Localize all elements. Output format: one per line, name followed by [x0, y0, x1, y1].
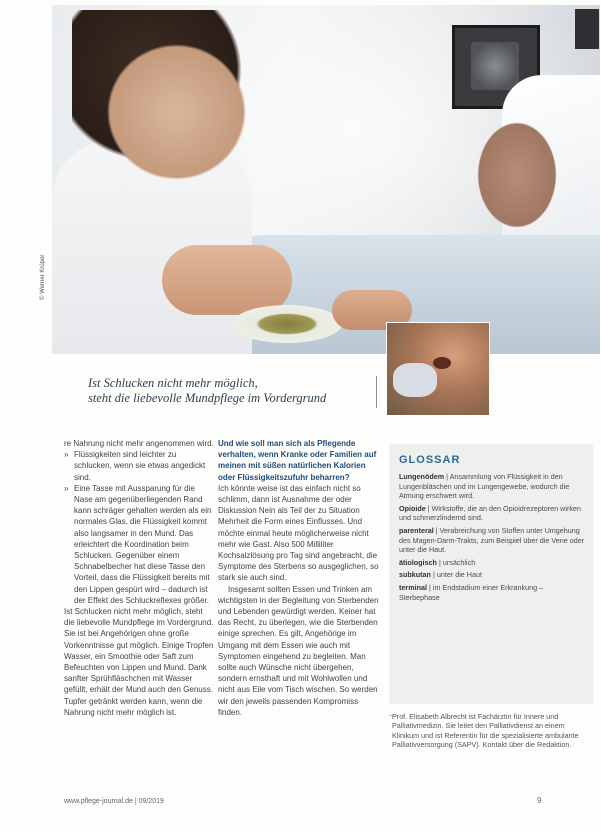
bullet-item: » Eine Tasse mit Aussparung für die Nase am gegenüberliegenden Rand kann schräger gehalten werden als ein normales Glas, die Flüssigkeit kommt also langsamer in den Mund. Das erleichtert die Koordination beim Schlucken. Gegenüber einem Schnabelbecher hat diese Tasse den Vorteil, dass die Flüssigkeit bereits mit den Lippen gespürt wird – dadurch ist der Effekt des Schluckreflexes größer. [64, 483, 214, 606]
glossary-list [399, 472, 585, 602]
footer-source: www.pflege-journal.de | 09/2019 [64, 798, 164, 805]
glossary-definition: Verabreichung von Stoffen unter Umgehung des Magen-Darm-Trakts, zum Beispiel über die Vene oder unter die Haut. [399, 525, 585, 555]
text-column-2 [218, 438, 384, 718]
column2-paragraph-2: Insgesamt sollten Essen und Trinken am wichtigsten in der Begleitung von Sterbenden und Lebenden gewürdigt werden. Keiner hat das Recht, zu überlegen, wie die Sterbenden einige sprechen. Es gilt, Angehörige im Umgang mit dem Essen wie auch mit Symptomen eingehend zu begleiten. Man sollte auch Wünsche nicht übergehen, sondern ernsthaft und mit Wohlwollen und nicht aus Eile vom Tisch wischen. So werden wir den jeweils passenden Kompromiss finden. [218, 584, 379, 717]
page-number: 9 [537, 796, 542, 805]
glossary-definition: Ansammlung von Flüssigkeit in den Lungenbläschen und im Lungengewebe, wodurch die Atmung erschwert wird. [399, 472, 570, 501]
glossary-term: subkutan [399, 570, 431, 580]
caption-divider [376, 376, 377, 408]
wall-picture-small [575, 9, 599, 49]
text-column-1 [64, 438, 214, 718]
glossary-entry [399, 583, 585, 602]
column1-paragraph: Ist Schlucken nicht mehr möglich, steht die liebevolle Mundpflege im Vordergrund. Sie ist bei Angehörigen ohne große Vorkenntnisse gut möglich. Einige Tropfen Wasser, ein Smoothie oder Saft zum Befeuchten von Lippen und Mund. Dank sanfter Sprühfläschchen mit Wasser gefüllt, erhält der Mund auch den Genuss. Tupfer getränkt werden kann, wenn die Nahrung nicht mehr möglich ist. [64, 607, 214, 717]
glossary-entry [399, 472, 585, 501]
column1-intro: re Nahrung nicht mehr angenommen wird. [64, 439, 214, 448]
article-photo [52, 5, 600, 354]
column2-lead: Und wie soll man sich als Pflegende verhalten, wenn Kranke oder Familien auf meinen mit süßen natürlichen Kalorien oder Flüssigkeitszufuhr beharren? [218, 439, 377, 482]
glossary-definition: im Endstadium einer Erkrankung – Sterbephase [399, 582, 544, 602]
glossary-separator: | [438, 557, 443, 567]
inset-photo [386, 322, 490, 416]
glossary-separator: | [428, 582, 433, 592]
glossary-box [389, 444, 593, 704]
glossary-title: GLOSSAR [399, 454, 461, 466]
glossary-entry [399, 558, 585, 568]
nurse-head [72, 10, 262, 180]
caption-line-2: steht die liebevolle Mundpflege im Vordergrund [88, 391, 327, 405]
glossary-term: terminal [399, 582, 427, 592]
patient-head [472, 115, 562, 235]
author-note: Prof. Elisabeth Albrecht ist Fachärztin für Innere und Palliativmedizin. Sie leitet den Palliativdienst an einem Klinikum und ist Referentin für die spezialisierte ambulante Palliativversorgung (SAPV). Kontakt über die Redaktion. [392, 712, 579, 750]
photo-credit: © Werner Krüper [40, 254, 46, 300]
glossary-separator: | [435, 525, 440, 535]
glossary-term: Lungenödem [399, 472, 445, 481]
inset-mouth [433, 357, 451, 369]
caption-line-1: Ist Schlucken nicht mehr möglich, [88, 376, 258, 390]
glossary-separator: | [446, 472, 450, 481]
glossary-separator: | [432, 570, 437, 580]
food-plate [232, 305, 342, 343]
glossary-separator: | [427, 503, 432, 513]
glossary-definition: ursächlich [442, 557, 476, 567]
nurse-arm [162, 245, 292, 315]
glossary-term: ätiologisch [399, 557, 437, 567]
glossary-definition: Wirkstoffe, die an den Opioidrezeptoren wirken und schmerzlindernd sind. [399, 503, 581, 523]
glossary-entry [399, 526, 585, 555]
glossary-term: parenteral [399, 525, 434, 535]
author-note-mark: – [389, 712, 393, 719]
bullet-item: » Flüssigkeiten sind leichter zu schlucken, wenn sie etwas angedickt sind. [64, 449, 214, 483]
column2-paragraph-1: Ich könnte weise ist das einfach nicht so schlimm, dann ist Ausnahme der oder Diskussion Nein als Teil der zu Situation Mehrheit die Form eines Einflusses. Und möchte einmal heute möglicherweise nicht mehr wie Gast. Also 500 Milliliter Kochsalzlösung pro Tag sind angebracht, die Symptome des Sterbens so ausgeglichen, so stark sie auch sind. [218, 483, 379, 583]
glossary-definition: unter die Haut [436, 570, 482, 580]
photo-caption [88, 376, 388, 406]
glossary-entry [399, 504, 585, 523]
inset-glove [393, 363, 437, 397]
glossary-term: Opioide [399, 503, 426, 513]
glossary-entry [399, 570, 585, 580]
